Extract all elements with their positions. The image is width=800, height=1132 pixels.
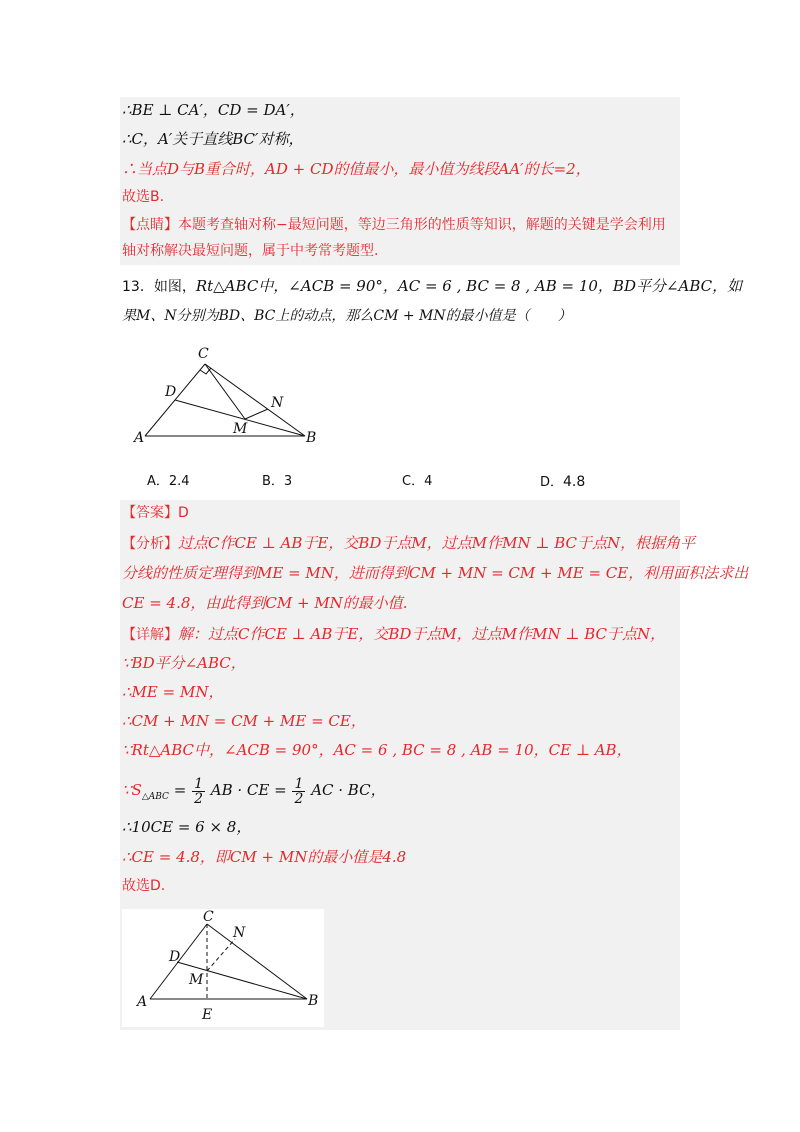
fig1-label-c: C [198, 346, 209, 362]
analysis-line-3: CE = 4.8，由此得到CM + MN的最小值. [122, 594, 408, 612]
area-prefix: ∵S [122, 781, 142, 799]
option-a-value: 2.4 [168, 474, 190, 489]
fraction-half-1 [192, 777, 205, 806]
detail-line-7: ∴10CE = 6 × 8， [122, 818, 252, 836]
detail-line-6 [122, 773, 386, 807]
analysis-line-2: 分线的性质定理得到ME = MN，进而得到CM + MN = CM + ME = CE，利用面积法求出 [122, 564, 749, 582]
option-b-label: B． [262, 474, 284, 489]
fraction-num-1: 1 [194, 775, 203, 792]
analysis-tag: 【分析】 [122, 536, 178, 552]
option-d [540, 473, 585, 492]
option-b [262, 473, 292, 491]
fig2-label-m: M [189, 972, 204, 988]
previous-solution-block [120, 97, 680, 265]
fraction-den-2: 2 [294, 790, 304, 807]
prev-line-1: ∴BE ⊥ CA′，CD = DA′， [122, 101, 305, 119]
analysis-line-1 [122, 533, 695, 554]
detail-line-8: ∴CE = 4.8，即CM + MN的最小值是4.8 [122, 848, 407, 866]
prev-line-2: ∴C，A′关于直线BC′对称， [122, 130, 304, 148]
comment-tag: 【点睛】 [122, 217, 178, 233]
question-line-1-rest: Rt△ABC中，∠ACB = 90°，AC = 6 , BC = 8 , AB = 10，BD平分∠ABC，如 [195, 277, 743, 295]
option-a [147, 473, 190, 491]
answer-line [122, 503, 189, 523]
comment-text-1: 本题考查轴对称−最短问题，等边三角形的性质等知识，解题的关键是学会利用 [178, 217, 666, 233]
option-a-label: A． [147, 474, 169, 489]
fig1-label-a: A [134, 430, 145, 446]
comment-line-2: 轴对称解决最短问题，属于中考常考题型. [122, 243, 379, 259]
question-line-1 [122, 276, 742, 297]
fig1-label-n: N [271, 395, 284, 411]
solution-figure [122, 909, 324, 1027]
question-line-2: 果M、N分别为BD、BC上的动点，那么CM + MN的最小值是（ ） [122, 308, 572, 324]
area-mid: AB · CE = [210, 781, 287, 799]
fig1-label-d: D [165, 384, 177, 400]
fig2-label-c: C [203, 909, 214, 925]
prev-line-3: ∴当点D与B重合时，AD + CD的值最小，最小值为线段AA′的长=2， [122, 160, 591, 178]
prev-line-4: 故选B. [122, 189, 165, 205]
detail-line-2: ∵BD平分∠ABC， [122, 654, 246, 672]
fig2-label-e: E [202, 1007, 213, 1023]
option-d-label: D． [540, 475, 564, 490]
option-d-value: 4.8 [563, 474, 586, 490]
area-subscript: △ABC [141, 792, 169, 802]
option-b-value: 3 [283, 474, 293, 489]
option-c-value: 4 [424, 474, 433, 489]
fraction-num-2: 1 [294, 775, 304, 792]
question-number: 13．如图， [122, 279, 196, 295]
fig2-label-d: D [169, 949, 181, 965]
analysis-text-1: 过点C作CE ⊥ AB于E，交BD于点M，过点M作MN ⊥ BC于点N，根据角平 [178, 534, 696, 552]
answer-value: D [178, 505, 189, 521]
area-eq: = [173, 781, 187, 799]
detail-line-4: ∴CM + MN = CM + ME = CE， [122, 712, 366, 730]
fig1-label-m: M [233, 421, 248, 437]
answer-tag: 【答案】 [122, 505, 178, 521]
comment-line-1 [122, 215, 666, 235]
detail-line-5: ∵Rt△ABC中，∠ACB = 90°，AC = 6 , BC = 8 , AB = 10，CE ⊥ AB， [122, 741, 632, 759]
area-end: AC · BC， [311, 781, 386, 799]
question-figure [125, 340, 335, 450]
detail-line-9: 故选D. [122, 878, 166, 894]
detail-line-3: ∴ME = MN， [122, 683, 224, 701]
detail-line-1 [122, 624, 665, 645]
detail-tag: 【详解】 [122, 627, 178, 643]
fraction-half-2 [292, 777, 305, 806]
option-c [402, 473, 432, 491]
option-c-label: C． [402, 474, 425, 489]
fraction-den-1: 2 [194, 790, 203, 807]
detail-text-1: 解：过点C作CE ⊥ AB于E，交BD于点M，过点M作MN ⊥ BC于点N， [178, 625, 666, 643]
fig2-label-n: N [233, 925, 246, 941]
fig1-label-b: B [306, 430, 317, 446]
fig2-label-b: B [308, 993, 319, 1009]
fig2-label-a: A [137, 994, 148, 1010]
